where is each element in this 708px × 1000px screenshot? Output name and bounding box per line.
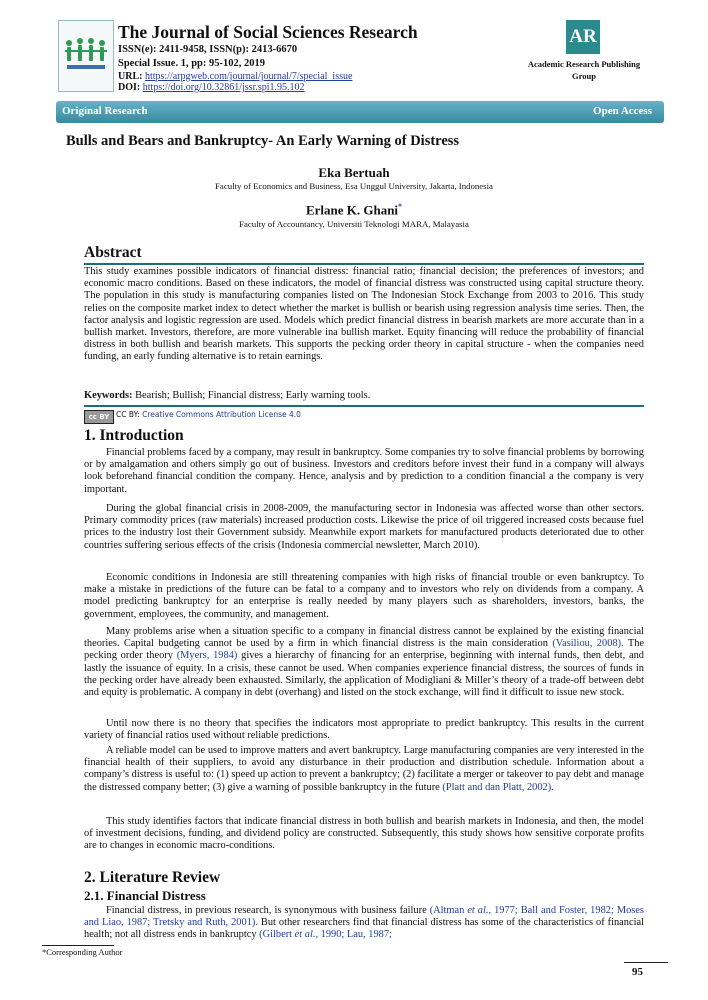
citation-gilbert-etal: et al. (294, 929, 316, 941)
intro-paragraph-6 (84, 745, 644, 794)
article-type-banner (56, 101, 664, 123)
abstract-heading: Abstract (84, 244, 142, 261)
url-label: URL: (118, 71, 143, 82)
intro-p6-text: A reliable model can be used to improve matters and avert bankruptcy. Large manufacturing companies are very interested in the financial health of their suppliers, to avoid any disturbance in their production and distribution schedule. Information about a company’s distress is useful to: (1) speed up action to prevent a bankruptcy; (2) facilitate a merger or takeover to pay debt and manage the distressed company better; (3) give a warning of possible bankruptcy in the future (84, 745, 644, 793)
issue-line: Special Issue. 1, pp: 95-102, 2019 (118, 58, 266, 69)
citation-altman: (Altman (429, 905, 468, 916)
abstract-top-rule (84, 263, 644, 265)
author-2-name: Erlane K. Ghani (305, 202, 399, 218)
financial-distress-subheading: 2.1. Financial Distress (84, 888, 206, 903)
issn-line: ISSN(e): 2411-9458, ISSN(p): 2413-6670 (118, 44, 298, 55)
literature-review-heading: 2. Literature Review (84, 869, 221, 886)
cc-by-badge-icon[interactable]: cc BY (84, 410, 114, 424)
citation-myers[interactable]: (Myers, 1984) (176, 650, 238, 662)
lit-p1-text-b: But other researchers find that financial distress has some of the characteristics of financial health; not all distress ends in bankruptcy (84, 917, 644, 941)
open-access-label: Open Access (593, 105, 652, 117)
author-2-affiliation: Faculty of Accountancy, Universiti Teknologi MARA, Malayasia (239, 219, 469, 229)
citation-vasiliou[interactable]: (Vasiliou, 2008). (552, 638, 624, 650)
intro-p4-text-c: gives a hierarchy of financing for an enterprise, beginning with internal funds, then debt, and lastly the issuance of equity. In a crisis, these cannot be used. When companies experience financial distress, the sources of funds in the pecking order have already been exhausted. Similarly, the application of Modigliani & Miller’s theory of a trade-off between debt and equity is problematic. A company in debt (overhang) and listed on the stock exchange, will find it difficult to issue new stock. (84, 650, 645, 699)
publisher-name (514, 58, 654, 82)
intro-paragraph-5: Until now there is no theory that specifies the indicators most appropriate to predict bankruptcy. This results in the current variety of financial ratios used without reliable predictions. (84, 718, 644, 742)
intro-paragraph-7: This study identifies factors that indicate financial distress in both bullish and bearish markets in Indonesia, and then, the model of investment decisions, funding, and dividend policy are constructed. Subsequently, this study shows how sensitive corporate profits are to changes in economic macro-conditions. (84, 816, 644, 852)
license-link[interactable]: Creative Commons Attribution License 4.0 (142, 410, 301, 419)
keywords-text: Bearish; Bullish; Financial distress; Early warning tools. (135, 390, 371, 401)
journal-url-link[interactable]: https://arpgweb.com/journal/journal/7/special_issue (144, 71, 353, 82)
author-1-affiliation: Faculty of Economics and Business, Esa Unggul University, Jakarta, Indonesia (215, 181, 493, 191)
intro-p4-text-a: Many problems arise when a situation specific to a company in financial distress cannot be explained by the existing financial theories. Capital budgeting cannot be used by a firm in which financial distress is the main consideration (84, 626, 644, 650)
license-prefix: CC BY: (116, 410, 140, 419)
citation-altman-rest: , 1977; Ball and Foster, 1982; Moses and Liao, 1987; Tretsky and Ruth, 2001). (84, 905, 644, 929)
intro-p4-text-b: The pecking order theory (84, 638, 645, 662)
lit-paragraph-1 (84, 905, 644, 942)
abstract-bottom-rule (84, 405, 644, 407)
paper-title: Bulls and Bears and Bankruptcy- An Early Warning of Distress (66, 133, 460, 149)
corresponding-author-mark[interactable]: * (398, 202, 403, 211)
abstract-text: This study examines possible indicators of financial distress: financial ratio; financial decision; the preferences of investors; and economic macro conditions. Based on these indicators, the model of financial distress was constructed using capital structure theory. The population in this study is manufacturing companies listed on The Indonesian Stock Exchange from 2003 to 2016. This study relies on the composite market index to detect whether the market is bullish or bearish using regression analysis time series. Then, the factor analysis and logistic regression are used. Models which predict financial distress in bearish markets are more accurate than in a bullish market. Investors, therefore, are more vulnerable ina bullish market. Equity financing will reduce the probability of financial distress in both bullish and bearish markets. This supports the pecking order theory in capital structure - when the companies need funding, an early funding alternative is to retain earnings. (84, 266, 644, 363)
license-line (116, 410, 301, 419)
publisher-name-line2: Group (572, 71, 596, 81)
citation-platt[interactable]: (Platt and dan Platt, 2002). (442, 781, 554, 793)
corresponding-author-footnote: *Corresponding Author (42, 947, 123, 957)
keywords-line (84, 390, 644, 401)
url-line (118, 71, 352, 82)
journal-title: The Journal of Social Sciences Research (118, 22, 418, 42)
lit-p1-text-a: Financial distress, in previous research, is synonymous with business failure (106, 905, 430, 916)
intro-paragraph-1: Financial problems faced by a company, may result in bankruptcy. Some companies try to solve financial problems by borrowing or by amalgamation and others simply go out of business. Investors and creditors before invest their fund in a company will always look beforehand financial condition the company. Hence, analysis and by prediction to a condition financial a the company is very important. (84, 447, 644, 495)
doi-label: DOI: (118, 82, 141, 93)
footnote-rule (42, 945, 114, 946)
people-logo-icon (63, 35, 109, 73)
citation-gilbert-group[interactable] (259, 929, 392, 940)
publisher-name-line1: Academic Research Publishing (527, 59, 641, 69)
original-research-label: Original Research (62, 105, 148, 117)
doi-link[interactable]: https://doi.org/10.32861/jssr.spi1.95.102 (142, 82, 305, 93)
introduction-heading: 1. Introduction (84, 427, 184, 444)
keywords-label: Keywords: (84, 390, 133, 401)
citation-gilbert: (Gilbert (259, 929, 295, 941)
intro-paragraph-4 (84, 626, 644, 699)
page-number: 95 (632, 966, 643, 978)
page-number-rule (624, 962, 668, 963)
publisher-logo: AR (566, 20, 600, 54)
author-2 (0, 202, 708, 218)
intro-paragraph-3: Economic conditions in Indonesia are still threatening companies with high risks of financial trouble or even bankruptcy. To make a mistake in predictions of the future can be fatal to a company and to investors who rely on dividends from a company. A model predicting bankruptcy for an enterprise is really needed by many players such as shareholders, investors, banks, the government, employees, the community, and management. (84, 572, 644, 620)
doi-line (118, 82, 305, 93)
citation-gilbert-rest: , 1990; Lau, 1987; (315, 929, 392, 941)
citation-altman-etal: et al. (467, 905, 489, 916)
intro-paragraph-2: During the global financial crisis in 2008-2009, the manufacturing sector in Indonesia was affected worse than other sectors. Primary commodity prices (raw materials) increased production costs. Likewise the price of oil triggered increased costs because fuel prices to the industry lost their Government subsidy. Meanwhile export markets for manufactured products deteriorated due to other countries suffering serious effects of the crisis (Indonesia commercial newsletter, March 2010). (84, 503, 644, 551)
journal-cover-thumbnail (58, 20, 114, 92)
author-1-name: Eka Bertuah (318, 165, 390, 180)
